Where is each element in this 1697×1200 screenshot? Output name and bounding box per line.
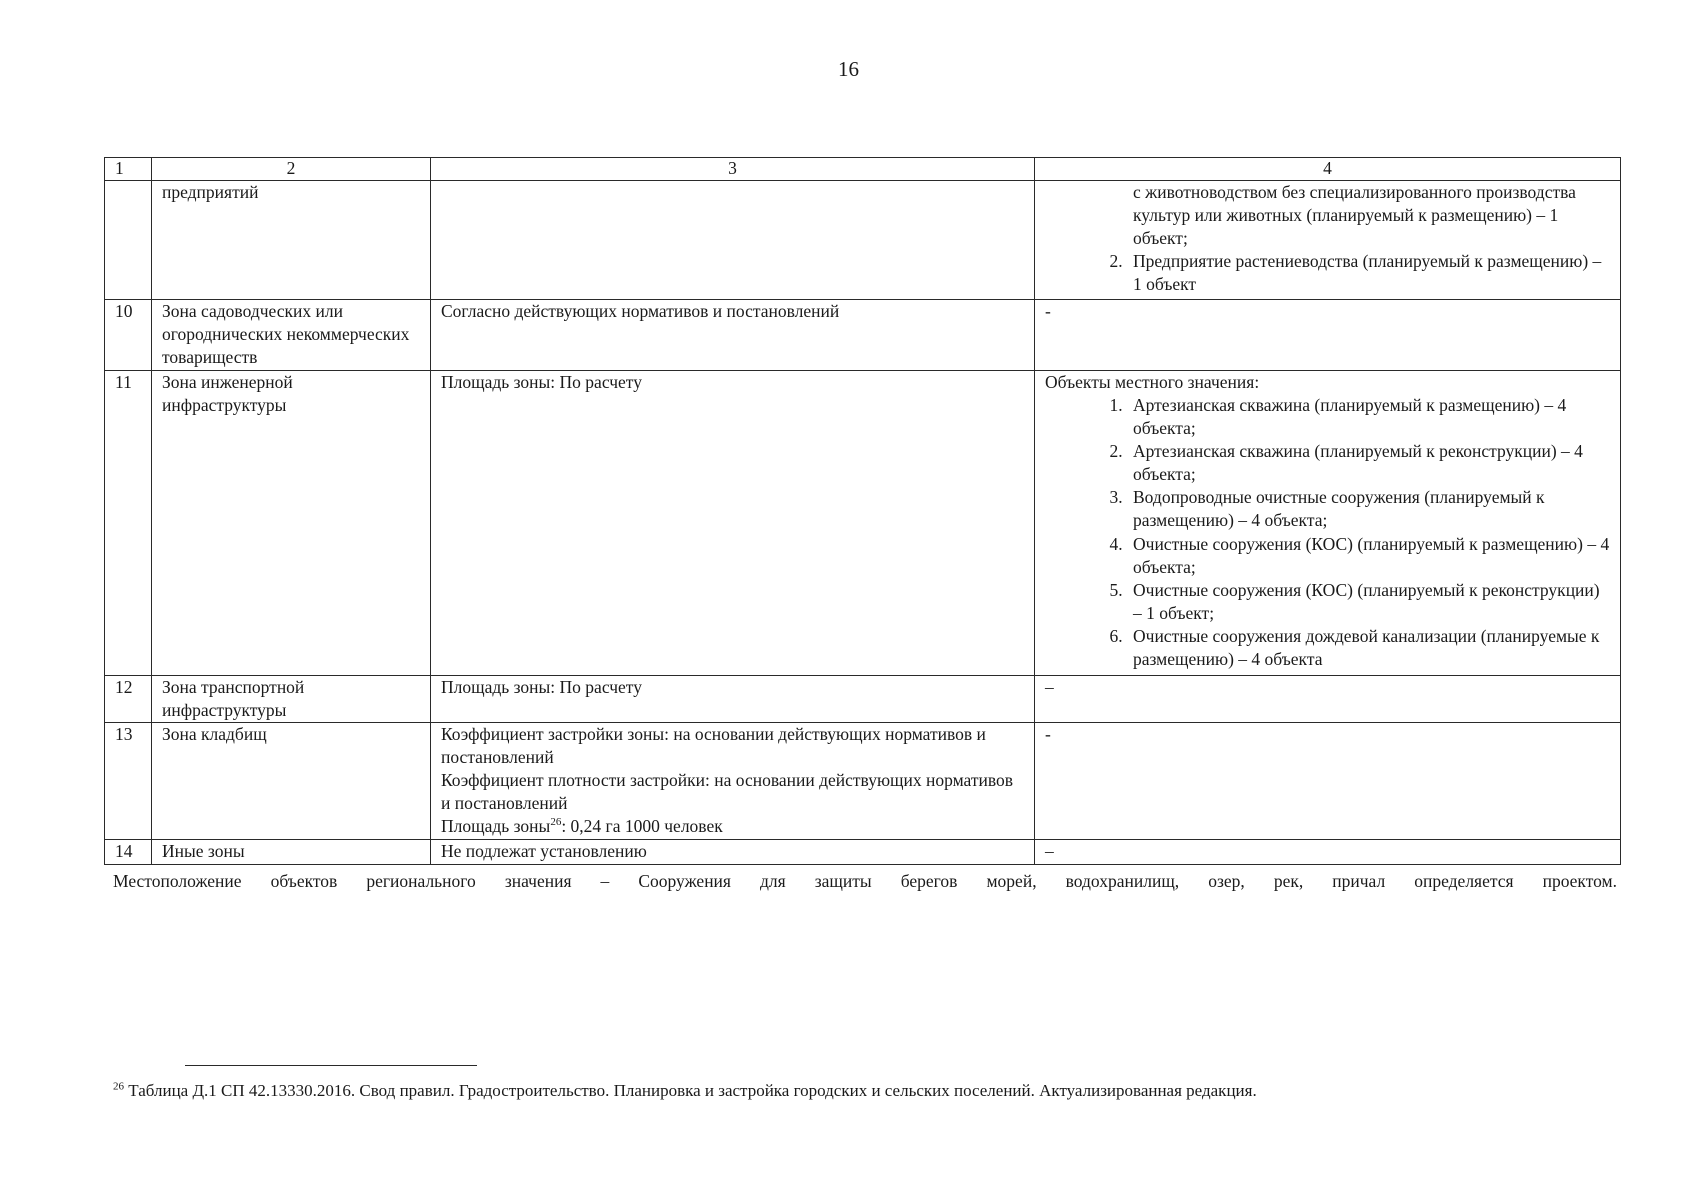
footnote-text: Таблица Д.1 СП 42.13330.2016. Свод правил. Градостроительство. Планировка и застройка городских и сельских поселений. Актуализированная редакция.: [124, 1081, 1257, 1100]
params-cell: [431, 180, 1035, 299]
param-text: Коэффициент застройки зоны: на основании действующих нормативов и постановлений: [441, 724, 986, 768]
row-number-cell: [105, 180, 152, 299]
table-row: [105, 723, 1621, 840]
objects-cell: –: [1035, 675, 1621, 722]
param-text: Согласно действующих нормативов и постановлений: [441, 300, 840, 321]
row-number: 12: [105, 675, 152, 722]
param-text: Коэффициент плотности застройки: на основании действующих нормативов и постановлений: [441, 770, 1014, 814]
zone-name: Зона садоводческих или огороднических некоммерческих товариществ: [152, 299, 431, 370]
table-row: [105, 370, 1621, 675]
footnote: [113, 1080, 1613, 1102]
zone-name: Зона кладбищ: [152, 723, 431, 840]
params-cell: [431, 723, 1035, 840]
row-number: 10: [105, 299, 152, 370]
objects-title: Объекты местного значения:: [1045, 371, 1260, 392]
table-row: [105, 675, 1621, 722]
row-number: 11: [105, 370, 152, 675]
zone-name: предприятий: [162, 181, 259, 202]
area-label: Площадь зоны: [441, 816, 551, 837]
zone-name: Иные зоны: [152, 840, 431, 865]
zone-name: Зона инженерной инфраструктуры: [152, 370, 431, 675]
objects-cell: [1035, 180, 1621, 299]
table-row: [105, 299, 1621, 370]
params-cell: [431, 299, 1035, 370]
params-cell: [431, 675, 1035, 722]
column-header: 2: [152, 158, 431, 181]
row-number: 14: [105, 840, 152, 865]
param-text: Площадь зоны: По расчету: [441, 371, 642, 392]
zone-name: Зона транспортной инфраструктуры: [152, 675, 431, 722]
footnote-ref: 26: [550, 816, 562, 829]
objects-list: [1045, 394, 1610, 671]
list-item: 6. Очистные сооружения дождевой канализации (планируемые к размещению) – 4 объекта: [1127, 625, 1610, 671]
zone-name-cell: [152, 180, 431, 299]
objects-cell: -: [1035, 723, 1621, 840]
list-item: с животноводством без специализированного производства культур или животных (планируемый к размещению) – 1 объект;: [1133, 181, 1576, 249]
footnote-mark: 26: [113, 1080, 124, 1093]
column-header: 4: [1035, 158, 1621, 181]
column-header: 1: [105, 158, 152, 181]
param-text: Не подлежат установлению: [441, 841, 647, 862]
list-item: 3. Водопроводные очистные сооружения (планируемый к размещению) – 4 объекта;: [1127, 486, 1610, 532]
list-item: 5. Очистные сооружения (КОС) (планируемый к реконструкции) – 1 объект;: [1127, 579, 1610, 625]
list-item: 2. Артезианская скважина (планируемый к реконструкции) – 4 объекта;: [1127, 440, 1610, 486]
objects-list-continued: [1045, 181, 1610, 250]
params-cell: [431, 840, 1035, 865]
list-item: 2. Предприятие растениеводства (планируемый к размещению) – 1 объект: [1127, 250, 1610, 296]
table-row: [105, 840, 1621, 865]
table-row: [105, 180, 1621, 299]
objects-cell: –: [1035, 840, 1621, 865]
zones-table: [104, 157, 1621, 865]
area-line: [441, 815, 1024, 838]
area-value: : 0,24 га 1000 человек: [561, 816, 723, 837]
objects-cell: -: [1035, 299, 1621, 370]
list-item: 1. Артезианская скважина (планируемый к размещению) – 4 объекта;: [1127, 394, 1610, 440]
page-number: 16: [838, 57, 859, 81]
table-header-row: [105, 158, 1621, 181]
objects-cell: [1035, 370, 1621, 675]
location-note: Местоположение объектов регионального значения – Сооружения для защиты берегов морей, водохранилищ, озер, рек, причал определяется проектом.: [113, 871, 1617, 891]
params-cell: [431, 370, 1035, 675]
list-item: 4. Очистные сооружения (КОС) (планируемый к размещению) – 4 объекта;: [1127, 533, 1610, 579]
row-number: 13: [105, 723, 152, 840]
footnote-separator: [185, 1065, 477, 1066]
param-text: Площадь зоны: По расчету: [441, 676, 642, 697]
column-header: 3: [431, 158, 1035, 181]
objects-list: [1045, 250, 1610, 296]
